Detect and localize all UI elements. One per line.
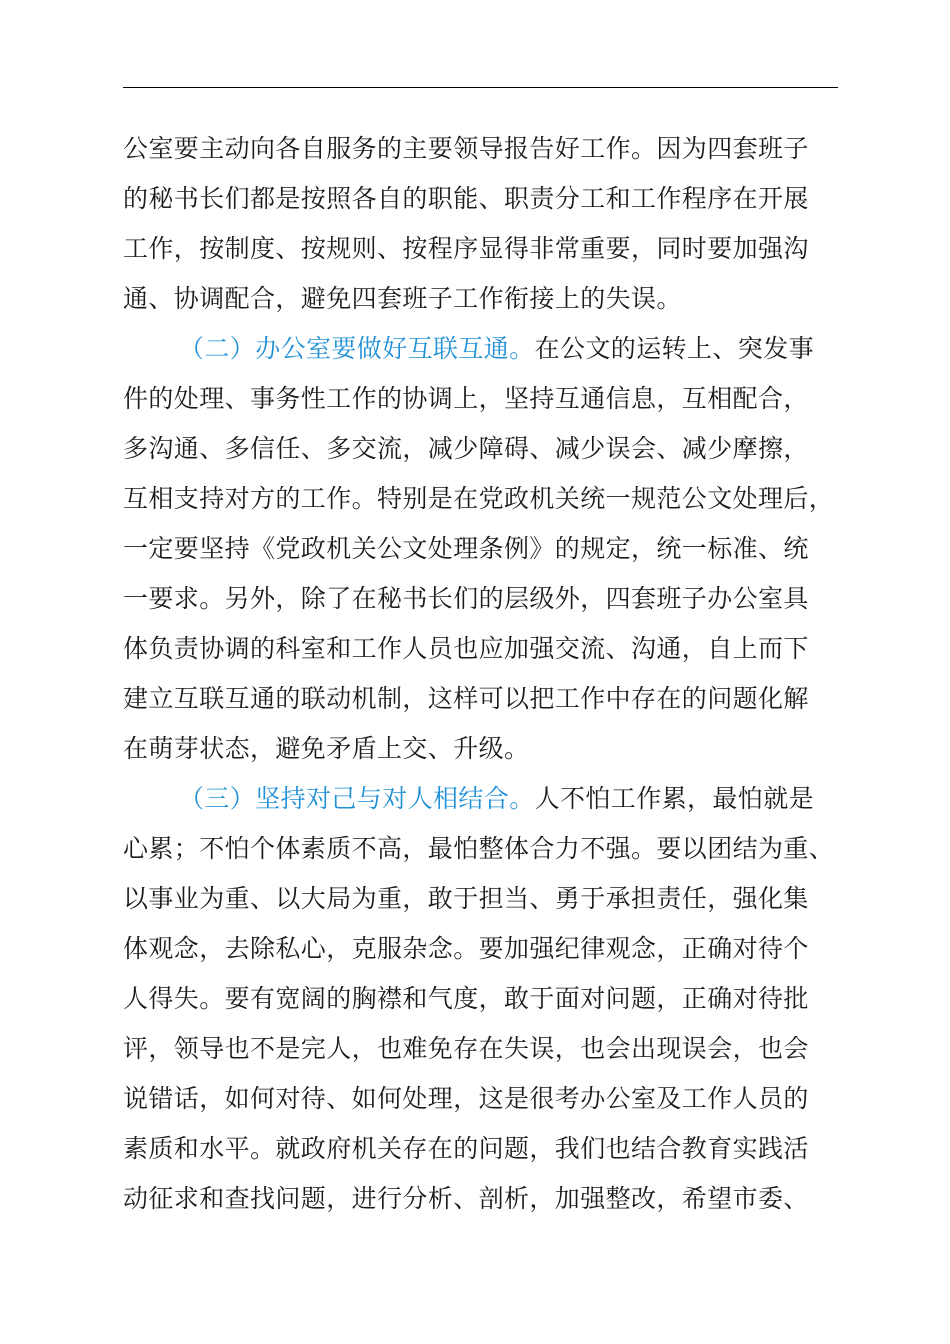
text-line: 建立互联互通的联动机制，这样可以把工作中存在的问题化解 xyxy=(123,684,809,713)
text-line: 公室要主动向各自服务的主要领导报告好工作。因为四套班子 xyxy=(123,134,809,163)
text-line: 件的处理、事务性工作的协调上，坚持互通信息，互相配合， xyxy=(123,384,809,413)
text-line-with-heading xyxy=(123,324,863,374)
section-heading: （二）办公室要做好互联互通。 xyxy=(179,334,535,363)
text-line: 以事业为重、以大局为重，敢于担当、勇于承担责任，强化集 xyxy=(123,884,809,913)
text-line: 说错话，如何对待、如何处理，这是很考办公室及工作人员的 xyxy=(123,1084,809,1113)
text-run: 在公文的运转上、突发事 xyxy=(534,334,815,363)
text-line: 通、协调配合，避免四套班子工作衔接上的失误。 xyxy=(123,284,682,313)
text-line: 多沟通、多信任、多交流，减少障碍、减少误会、减少摩擦， xyxy=(123,434,809,463)
text-line: 评，领导也不是完人，也难免存在失误，也会出现误会，也会 xyxy=(123,1034,809,1063)
section-heading: （三）坚持对己与对人相结合。 xyxy=(179,784,535,813)
text-line: 动征求和查找问题，进行分析、剖析，加强整改，希望市委、 xyxy=(123,1184,809,1213)
text-line: 素质和水平。就政府机关存在的问题，我们也结合教育实践活 xyxy=(123,1134,809,1163)
text-run: 人不怕工作累，最怕就是 xyxy=(534,784,815,813)
text-line: 人得失。要有宽阔的胸襟和气度，敢于面对问题，正确对待批 xyxy=(123,984,809,1013)
paragraph-3 xyxy=(123,774,863,1224)
document-body xyxy=(123,124,863,1224)
text-line-with-heading xyxy=(123,774,863,824)
text-line: 在萌芽状态，避免矛盾上交、升级。 xyxy=(123,734,530,763)
text-line: 体负责协调的科室和工作人员也应加强交流、沟通，自上而下 xyxy=(123,634,809,663)
paragraph-1 xyxy=(123,124,863,324)
text-line: 心累；不怕个体素质不高，最怕整体合力不强。要以团结为重、 xyxy=(123,834,835,863)
text-line: 互相支持对方的工作。特别是在党政机关统一规范公文处理后， xyxy=(123,484,835,513)
text-line: 一要求。另外，除了在秘书长们的层级外，四套班子办公室具 xyxy=(123,584,809,613)
text-line: 工作，按制度、按规则、按程序显得非常重要，同时要加强沟 xyxy=(123,234,809,263)
header-rule xyxy=(123,87,838,88)
text-line: 的秘书长们都是按照各自的职能、职责分工和工作程序在开展 xyxy=(123,184,809,213)
text-line: 体观念，去除私心，克服杂念。要加强纪律观念，正确对待个 xyxy=(123,934,809,963)
paragraph-2 xyxy=(123,324,863,774)
text-line: 一定要坚持《党政机关公文处理条例》的规定，统一标准、统 xyxy=(123,534,809,563)
